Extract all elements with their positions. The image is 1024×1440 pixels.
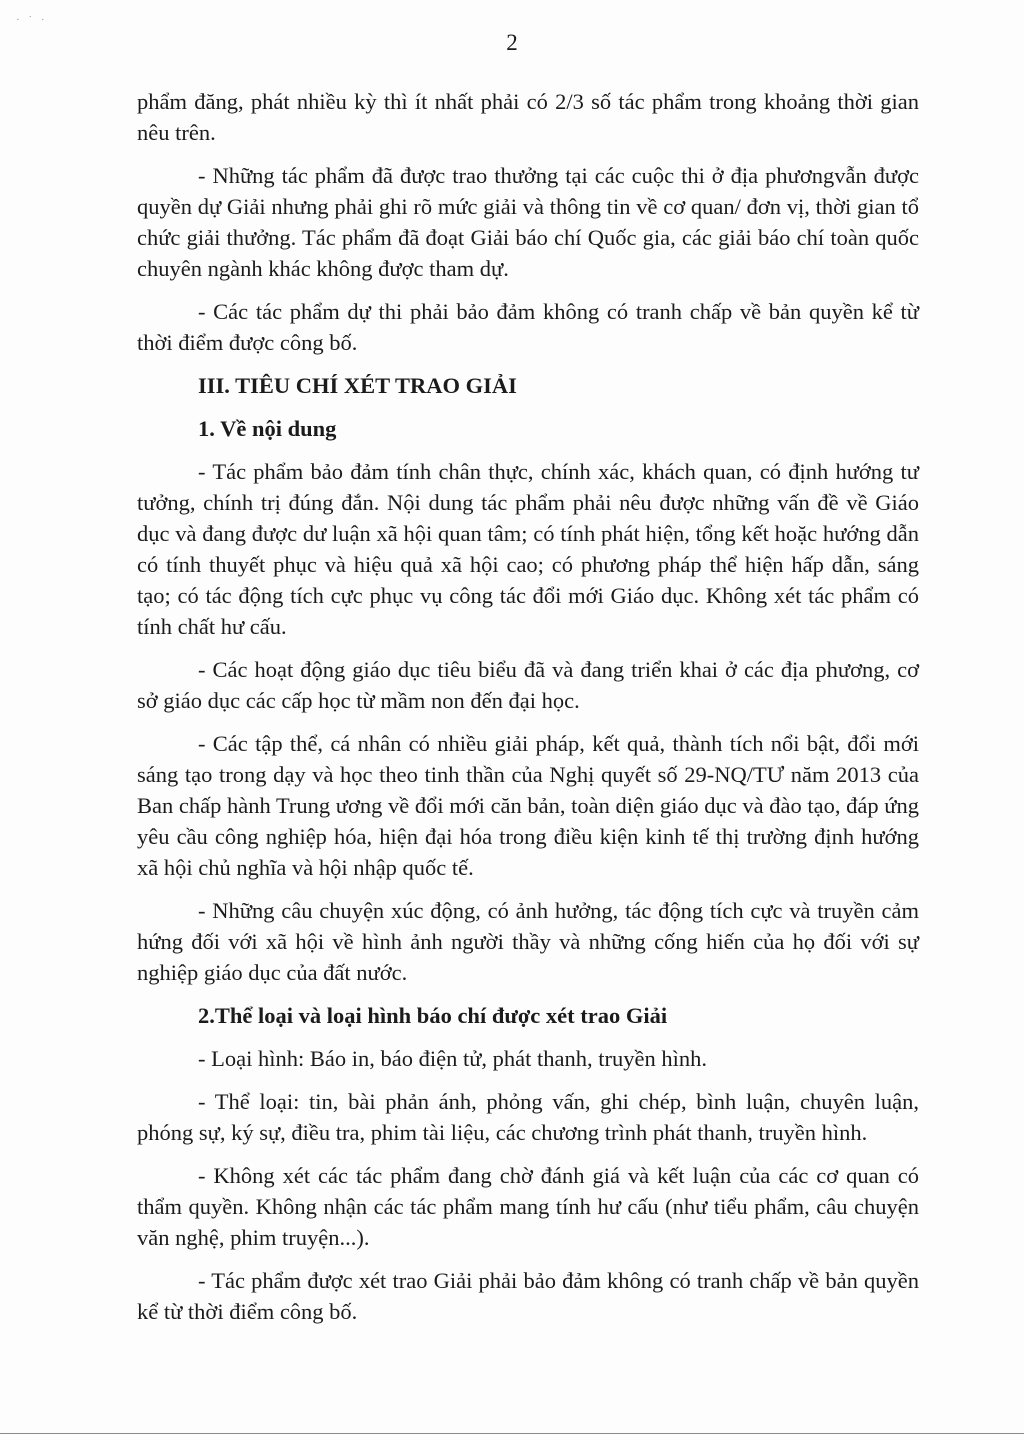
paragraph-collectives: - Các tập thể, cá nhân có nhiều giải pháp, kết quả, thành tích nổi bật, đổi mới sáng tạo trong dạy và học theo tinh thần của Nghị quyết số 29-NQ/TƯ năm 2013 của Ban chấp hành Trung ương về đổi mới căn bản, toàn diện giáo dục và đào tạo, đáp ứng yêu cầu công nghiệp hóa, hiện đại hóa trong điều kiện kinh tế thị trường định hướng xã hội chủ nghĩa và hội nhập quốc tế.: [137, 731, 919, 880]
paragraph-copyright-award: - Tác phẩm được xét trao Giải phải bảo đảm không có tranh chấp về bản quyền kể từ thời điểm công bố.: [137, 1268, 919, 1324]
paragraph-media-types: - Loại hình: Báo in, báo điện tử, phát thanh, truyền hình.: [198, 1046, 707, 1071]
page-number: 2: [506, 30, 518, 55]
subheading-genres: 2.Thể loại và loại hình báo chí được xét trao Giải: [198, 1003, 668, 1028]
paragraph-awarded-works: - Những tác phẩm đã được trao thưởng tại các cuộc thi ở địa phươngvẫn được quyền dự Giải nhưng phải ghi rõ mức giải và thông tin về cơ quan/ đơn vị, thời gian tổ chức giải thưởng. Tác phẩm đã đoạt Giải báo chí Quốc gia, các giải báo chí toàn quốc chuyên ngành khác không được tham dự.: [137, 163, 919, 281]
paragraph-continuation: phẩm đăng, phát nhiều kỳ thì ít nhất phải có 2/3 số tác phẩm trong khoảng thời gian nêu trên.: [137, 89, 919, 145]
paragraph-education-activities: - Các hoạt động giáo dục tiêu biểu đã và đang triển khai ở các địa phương, cơ sở giáo dục các cấp học từ mầm non đến đại học.: [137, 657, 919, 713]
paragraph-stories: - Những câu chuyện xúc động, có ảnh hưởng, tác động tích cực và truyền cảm hứng đối với xã hội về hình ảnh người thầy và những cống hiến của họ đối với sự nghiệp giáo dục của đất nước.: [137, 898, 919, 985]
paragraph-content-criteria: - Tác phẩm bảo đảm tính chân thực, chính xác, khách quan, có định hướng tư tưởng, chính trị đúng đắn. Nội dung tác phẩm phải nêu được những vấn đề về Giáo dục và đang được dư luận xã hội quan tâm; có tính phát hiện, tổng kết hoặc hướng dẫn có tính thuyết phục và hiệu quả xã hội cao; có phương pháp thể hiện hấp dẫn, sáng tạo; có tác động tích cực phục vụ công tác đổi mới Giáo dục. Không xét tác phẩm có tính chất hư cấu.: [137, 459, 919, 639]
scan-artifact: · ˙ ·: [16, 14, 48, 26]
section-heading-criteria: III. TIÊU CHÍ XÉT TRAO GIẢI: [198, 373, 517, 398]
paragraph-copyright: - Các tác phẩm dự thi phải bảo đảm không có tranh chấp về bản quyền kể từ thời điểm được công bố.: [137, 299, 919, 355]
subheading-content: 1. Về nội dung: [198, 416, 337, 441]
paragraph-genres: - Thể loại: tin, bài phản ánh, phỏng vấn, ghi chép, bình luận, chuyên luận, phóng sự, ký sự, điều tra, phim tài liệu, các chương trình phát thanh, truyền hình.: [137, 1089, 919, 1145]
paragraph-exclusions: - Không xét các tác phẩm đang chờ đánh giá và kết luận của các cơ quan có thẩm quyền. Không nhận các tác phẩm mang tính hư cấu (như tiểu phẩm, câu chuyện văn nghệ, phim truyện...).: [137, 1163, 919, 1250]
bottom-rule: [0, 1433, 1024, 1434]
document-body: [137, 86, 919, 1339]
